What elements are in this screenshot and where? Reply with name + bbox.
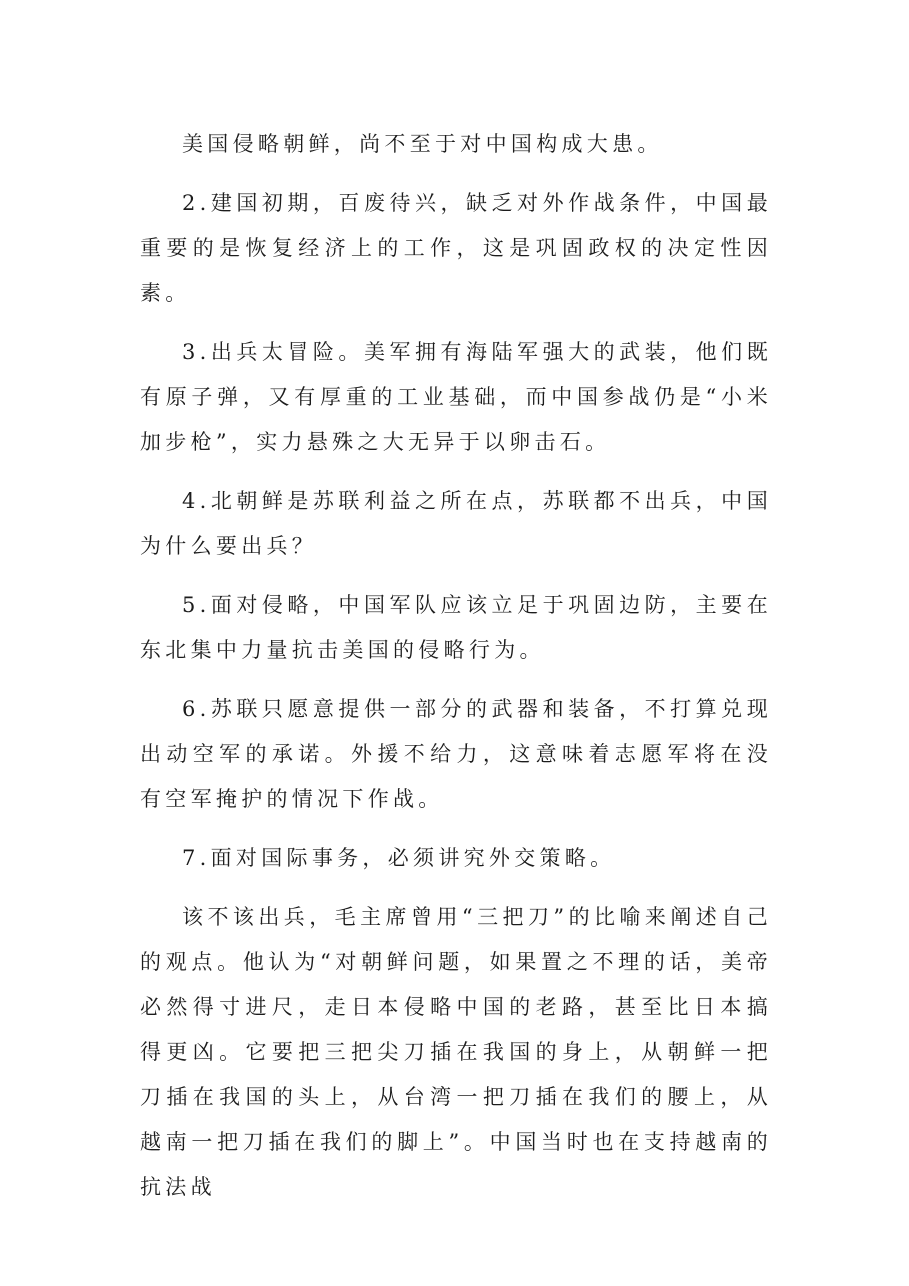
paragraph-2: 2.建国初期，百废待兴，缺乏对外作战条件，中国最重要的是恢复经济上的工作，这是巩固政权的决定性因素。 bbox=[140, 191, 772, 305]
document-body bbox=[140, 122, 772, 1224]
paragraph-7: 7.面对国际事务，必须讲究外交策略。 bbox=[182, 846, 616, 870]
paragraph-1: 美国侵略朝鲜，尚不至于对中国构成大患。 bbox=[182, 132, 663, 156]
paragraph-6: 6.苏联只愿意提供一部分的武器和装备，不打算兑现出动空军的承诺。外援不给力，这意味着志愿军将在没有空军掩护的情况下作战。 bbox=[140, 697, 772, 811]
paragraph-3: 3.出兵太冒险。美军拥有海陆军强大的武装，他们既有原子弹，又有厚重的工业基础，而中国参战仍是“小米加步枪”，实力悬殊之大无异于以卵击石。 bbox=[140, 340, 772, 454]
paragraph-8: 该不该出兵，毛主席曾用“三把刀”的比喻来阐述自己的观点。他认为“对朝鲜问题，如果置之不理的话，美帝必然得寸进尺，走日本侵略中国的老路，甚至比日本搞得更凶。它要把三把尖刀插在我国的身上，从朝鲜一把刀插在我国的头上，从台湾一把刀插在我们的腰上，从越南一把刀插在我们的脚上”。中国当时也在支持越南的抗法战 bbox=[140, 905, 772, 1199]
paragraph-5: 5.面对侵略，中国军队应该立足于巩固边防，主要在东北集中力量抗击美国的侵略行为。 bbox=[140, 593, 772, 662]
paragraph-4: 4.北朝鲜是苏联利益之所在点，苏联都不出兵，中国为什么要出兵？ bbox=[140, 489, 772, 558]
